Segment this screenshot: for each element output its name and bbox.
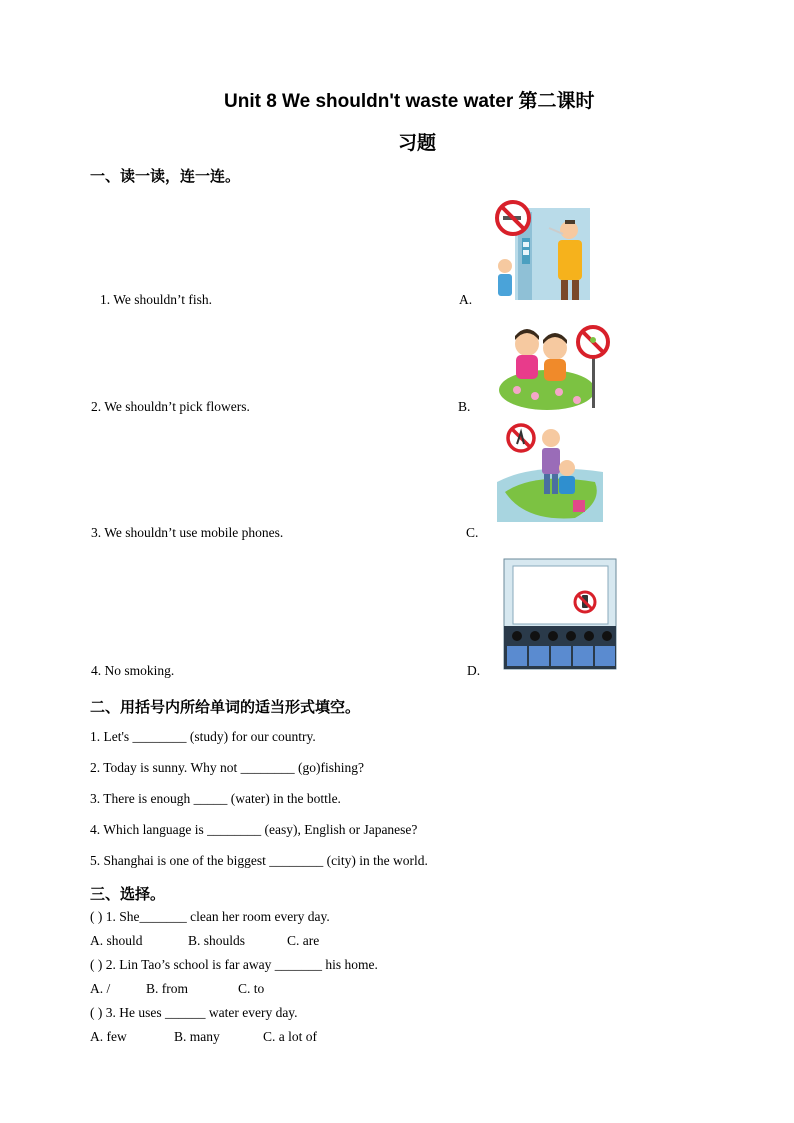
no-smoking-picture bbox=[493, 198, 593, 302]
fill-blank-1: 1. Let's ________ (study) for our country. bbox=[90, 729, 316, 744]
match-item-4: 4. No smoking. bbox=[91, 663, 175, 678]
no-picking-flowers-sign-icon bbox=[578, 327, 608, 357]
match-item-1: 1. We shouldn’t fish. bbox=[100, 292, 213, 307]
no-picking-flowers-picture bbox=[497, 322, 613, 410]
section-3-heading: 三、选择。 bbox=[90, 885, 166, 903]
fill-blank-4: 4. Which language is ________ (easy), English or Japanese? bbox=[90, 822, 418, 837]
match-letter-c: C. bbox=[466, 525, 479, 540]
choice-option: A. should bbox=[90, 933, 143, 948]
choice-option: C. to bbox=[238, 981, 265, 996]
match-letter-d: D. bbox=[467, 663, 481, 678]
choice-option: A. / bbox=[90, 981, 111, 996]
no-smoking-sign-icon bbox=[497, 202, 529, 234]
match-item-2: 2. We shouldn’t pick flowers. bbox=[91, 399, 250, 414]
choice-option: B. many bbox=[174, 1029, 220, 1044]
match-item-3: 3. We shouldn’t use mobile phones. bbox=[91, 525, 284, 540]
no-phone-sign-icon bbox=[575, 592, 595, 612]
choice-option: C. are bbox=[287, 933, 320, 948]
choice-question-3: ( ) 3. He uses ______ water every day. bbox=[90, 1005, 298, 1020]
page-title: Unit 8 We shouldn't waste water 第二课时 bbox=[224, 91, 595, 112]
choice-option: B. shoulds bbox=[188, 933, 246, 948]
choice-option: B. from bbox=[146, 981, 188, 996]
section-2-heading: 二、用括号内所给单词的适当形式填空。 bbox=[90, 698, 361, 716]
fill-blank-2: 2. Today is sunny. Why not ________ (go)fishing? bbox=[90, 760, 365, 775]
no-fishing-sign-icon bbox=[508, 425, 534, 451]
choice-question-2: ( ) 2. Lin Tao’s school is far away _______ his home. bbox=[90, 957, 378, 972]
match-letter-a: A. bbox=[459, 292, 473, 307]
match-letter-b: B. bbox=[458, 399, 471, 414]
choice-option: A. few bbox=[90, 1029, 127, 1044]
no-phone-picture bbox=[503, 558, 619, 670]
page-subtitle: 习题 bbox=[398, 133, 437, 154]
section-1-heading: 一、读一读，连一连。 bbox=[90, 167, 241, 185]
no-fishing-picture bbox=[495, 422, 605, 522]
choice-option: C. a lot of bbox=[263, 1029, 317, 1044]
choice-question-1: ( ) 1. She_______ clean her room every day. bbox=[90, 909, 330, 924]
fill-blank-3: 3. There is enough _____ (water) in the bottle. bbox=[90, 791, 341, 806]
fill-blank-5: 5. Shanghai is one of the biggest ________ (city) in the world. bbox=[90, 853, 428, 868]
